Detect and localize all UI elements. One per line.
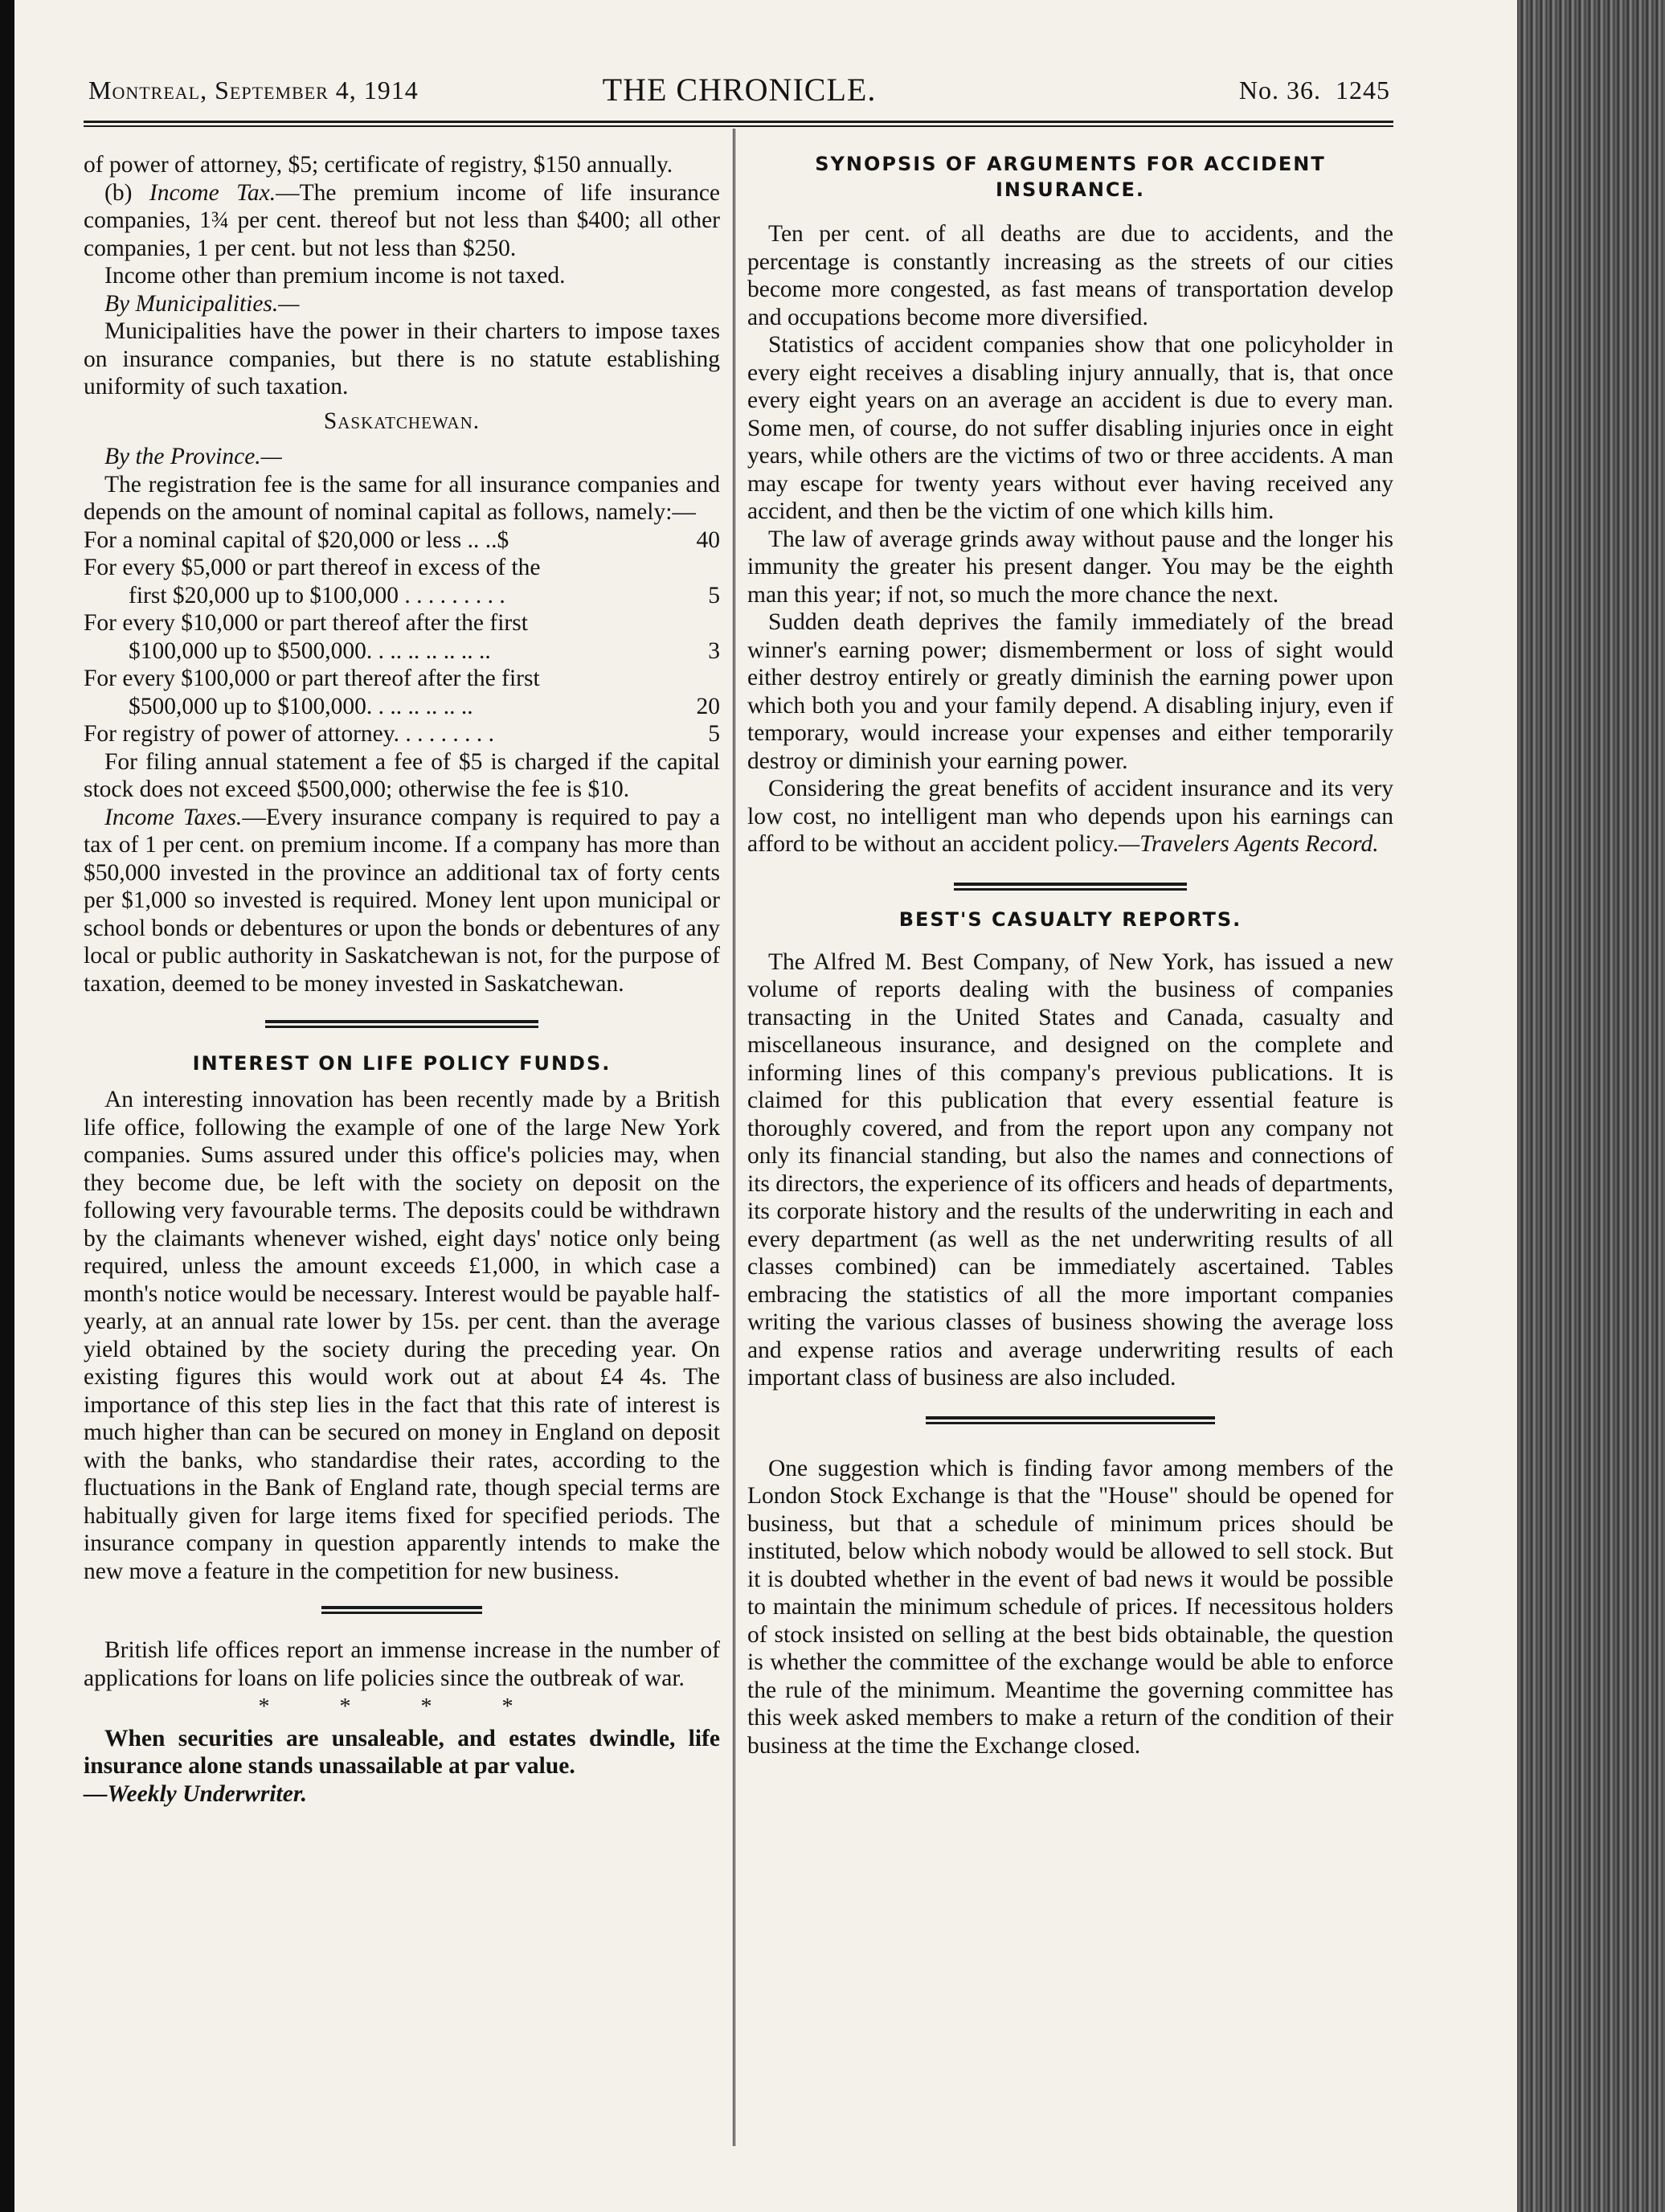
heading-interest-life-policy-funds: INTEREST ON LIFE POLICY FUNDS. xyxy=(192,1052,612,1075)
paragraph: Statistics of accident companies show that one policyholder in every eight receives a disabling injury annually, that is, that once every eight years on an average an accident is due to every man. Some men, of course, do not suffer disabling injuries once in eight years, while others are the victims of two or three accidents. A man may escape for twenty years without ever having received any accident, and then be the victim of one which kills him. xyxy=(747,332,1393,524)
section-divider xyxy=(321,1606,482,1614)
quote-paragraph xyxy=(84,1725,720,1809)
paragraph: The law of average grinds away without pause and the longer his immunity the greater his present danger. You may be the eighth man this year; if not, so much the more chance the next. xyxy=(747,526,1393,608)
fee-amount: 40 xyxy=(696,526,720,553)
asterism: * * * * xyxy=(258,1694,546,1719)
clause-label: (b) xyxy=(104,179,133,206)
fee-amount: 5 xyxy=(708,582,720,608)
fee-label: For every $100,000 or part thereof after the first xyxy=(84,666,540,691)
column-rule xyxy=(733,129,735,2146)
paragraph: The registration fee is the same for all insurance companies and depends on the amount of nominal capital as follows, namely:— xyxy=(84,471,720,525)
book-page-edges xyxy=(1517,0,1665,2212)
section-heading-saskatchewan: Saskatchewan. xyxy=(323,408,481,434)
fee-row xyxy=(84,720,720,748)
fee-label: first $20,000 up to $100,000 . . . . . . . . . xyxy=(129,582,505,608)
heading-line: INSURANCE. xyxy=(995,178,1146,201)
fee-label: For registry of power of attorney. . . . . . . . . xyxy=(84,721,494,747)
header-rule xyxy=(84,121,1393,127)
paragraph-text: —Every insurance company is required to pay a tax of 1 per cent. on premium income. If a company has more than $50,000 invested in the province an additional tax of forty cents per $1,000 so invested is required. Money lent upon municipal or school bonds or debentures or upon the bonds or debentures of any local or public authority in Saskatchewan is not, for the purpose of taxation, deemed to be money invested in Saskatchewan. xyxy=(84,804,720,997)
paragraph: Ten per cent. of all deaths are due to accidents, and the percentage is constantly increasing as the streets of our cities become more congested, as fast means of transportation develop and occupations become more diversified. xyxy=(747,221,1393,330)
section-divider xyxy=(265,1020,538,1028)
fee-label: $500,000 up to $100,000. . .. .. .. .. .. xyxy=(129,693,473,719)
section-divider xyxy=(926,1416,1215,1424)
subheading-municipalities: By Municipalities.— xyxy=(104,290,300,317)
paragraph: An interesting innovation has been recently made by a British life office, following the example of one of the large New York companies. Sums assured under this office's policies may, when they become due, be left with the society on deposit on the following very favourable terms. The deposits could be withdrawn by the claimants whenever wished, eight days' notice only being required, unless the amount exceeds £1,000, in which case a month's notice would be necessary. Interest would be payable half-yearly, at an annual rate lower by 15s. per cent. than the average yield obtained by the society during the preceding year. On existing figures this would work out at about £4 4s. The importance of this step lies in the fact that this rate of interest is much higher than can be secured on money in England on deposit with the banks, who standardise their rates, according to the fluctuations in the Bank of England rate, though special terms are habitually given for large items fixed for specified periods. The insurance company in question apparently intends to make the new move a feature in the competition for new business. xyxy=(84,1087,720,1584)
subheading-province: By the Province.— xyxy=(104,444,282,469)
header-place-date: Montreal, September 4, 1914 xyxy=(88,76,419,104)
paragraph-income-taxes xyxy=(84,804,720,998)
heading-synopsis xyxy=(747,151,1393,203)
paragraph-income-tax xyxy=(84,179,720,263)
fee-schedule xyxy=(84,526,720,748)
paragraph: British life offices report an immense increase in the number of applications for loans on life policies since the outbreak of war. xyxy=(84,1637,720,1691)
run-in-head: Income Taxes. xyxy=(104,804,243,830)
paragraph-text: Considering the great benefits of accident insurance and its very low cost, no intelligent man who depends upon his earnings can afford to be without an accident policy. xyxy=(747,776,1393,857)
heading-line: SYNOPSIS OF ARGUMENTS FOR ACCIDENT xyxy=(815,153,1326,175)
fee-row xyxy=(84,526,720,555)
fee-row xyxy=(84,665,720,720)
paragraph: Municipalities have the power in their charters to impose taxes on insurance companies, but there is no statute establishing uniformity of such taxation. xyxy=(84,318,720,399)
fee-row xyxy=(84,554,720,609)
left-column xyxy=(84,151,720,1808)
run-in-head: Income Tax. xyxy=(149,179,276,206)
header-issue-page xyxy=(1239,76,1390,105)
publication-title: THE CHRONICLE. xyxy=(602,72,877,108)
paragraph: Sudden death deprives the family immediately of the bread winner's earning power; dismemberment or loss of sight would either destroy entirely or greatly diminish the earning power upon which both you and your family depend. A disabling injury, even if temporary, would increase your expenses and either temporarily destroy or diminish your earning power. xyxy=(747,609,1393,774)
fee-label: For every $10,000 or part thereof after the first xyxy=(84,610,528,636)
quote-text: When securities are unsaleable, and estates dwindle, life insurance alone stands unassailable at par value. xyxy=(84,1725,720,1779)
source-attribution: —Travelers Agents Record. xyxy=(1119,831,1379,857)
fee-amount: 20 xyxy=(696,693,720,719)
fee-continuation xyxy=(84,637,720,666)
fee-label: For a nominal capital of $20,000 or less .. ..$ xyxy=(84,526,509,553)
paragraph: of power of attorney, $5; certificate of registry, $150 annually. xyxy=(84,152,673,178)
heading-bests-casualty-reports: BEST'S CASUALTY REPORTS. xyxy=(898,907,1242,931)
paragraph: One suggestion which is finding favor among members of the London Stock Exchange is that the "House" should be opened for business, but that a schedule of minimum prices should be instituted, below which nobody would be allowed to sell stock. But it is doubted whether in the event of bad news it would be possible to maintain the minimum schedule of prices. If necessitous holders of stock insisted on selling at the best bids obtainable, the question is whether the committee of the exchange would be able to enforce the rule of the minimum. Meantime the governing committee has this week asked members to make a return of the condition of their business at the time the Exchange closed. xyxy=(747,1455,1393,1759)
issue-number: No. 36. xyxy=(1238,76,1321,104)
paragraph: The Alfred M. Best Company, of New York, has issued a new volume of reports dealing with the business of companies transacting in the United States and Canada, casualty and miscellaneous insurance, and designed on the complete and informing lines of this company's previous publications. It is claimed for this publication that every essential feature is thoroughly covered, and from the report upon any company not only its financial standing, but also the names and connections of its directors, the experience of its officers and heads of departments, its corporate history and the results of the underwriting in each and every department (as well as the net underwriting results of all classes combined) can be immediately ascertained. Tables embracing the statistics of all the more important companies writing the various classes of business showing the average loss and expense ratios and average underwriting results of each important class of business are also included. xyxy=(747,948,1393,1391)
fee-amount: 5 xyxy=(708,721,720,747)
fee-amount: 3 xyxy=(708,637,720,664)
fee-continuation xyxy=(84,693,720,721)
fee-label: For every $5,000 or part thereof in excess of the xyxy=(84,555,541,580)
page-header xyxy=(88,71,1390,111)
right-column xyxy=(747,151,1393,1759)
quote-source: —Weekly Underwriter. xyxy=(84,1780,308,1807)
paragraph xyxy=(747,775,1393,858)
scan-left-edge xyxy=(0,0,14,2212)
fee-row xyxy=(84,609,720,665)
paragraph: For filing annual statement a fee of $5 is charged if the capital stock does not exceed $500,000; otherwise the fee is $10. xyxy=(84,748,720,802)
paragraph: Income other than premium income is not taxed. xyxy=(104,263,566,289)
fee-continuation xyxy=(84,582,720,610)
paragraph-text: —The premium income of life insurance companies, 1¾ per cent. thereof but not less than $400; all other companies, 1 per cent. but not less than $250. xyxy=(84,179,720,261)
section-divider xyxy=(954,883,1187,891)
fee-label: $100,000 up to $500,000. . .. .. .. .. .. .. xyxy=(129,637,491,664)
page-number: 1245 xyxy=(1336,76,1390,104)
